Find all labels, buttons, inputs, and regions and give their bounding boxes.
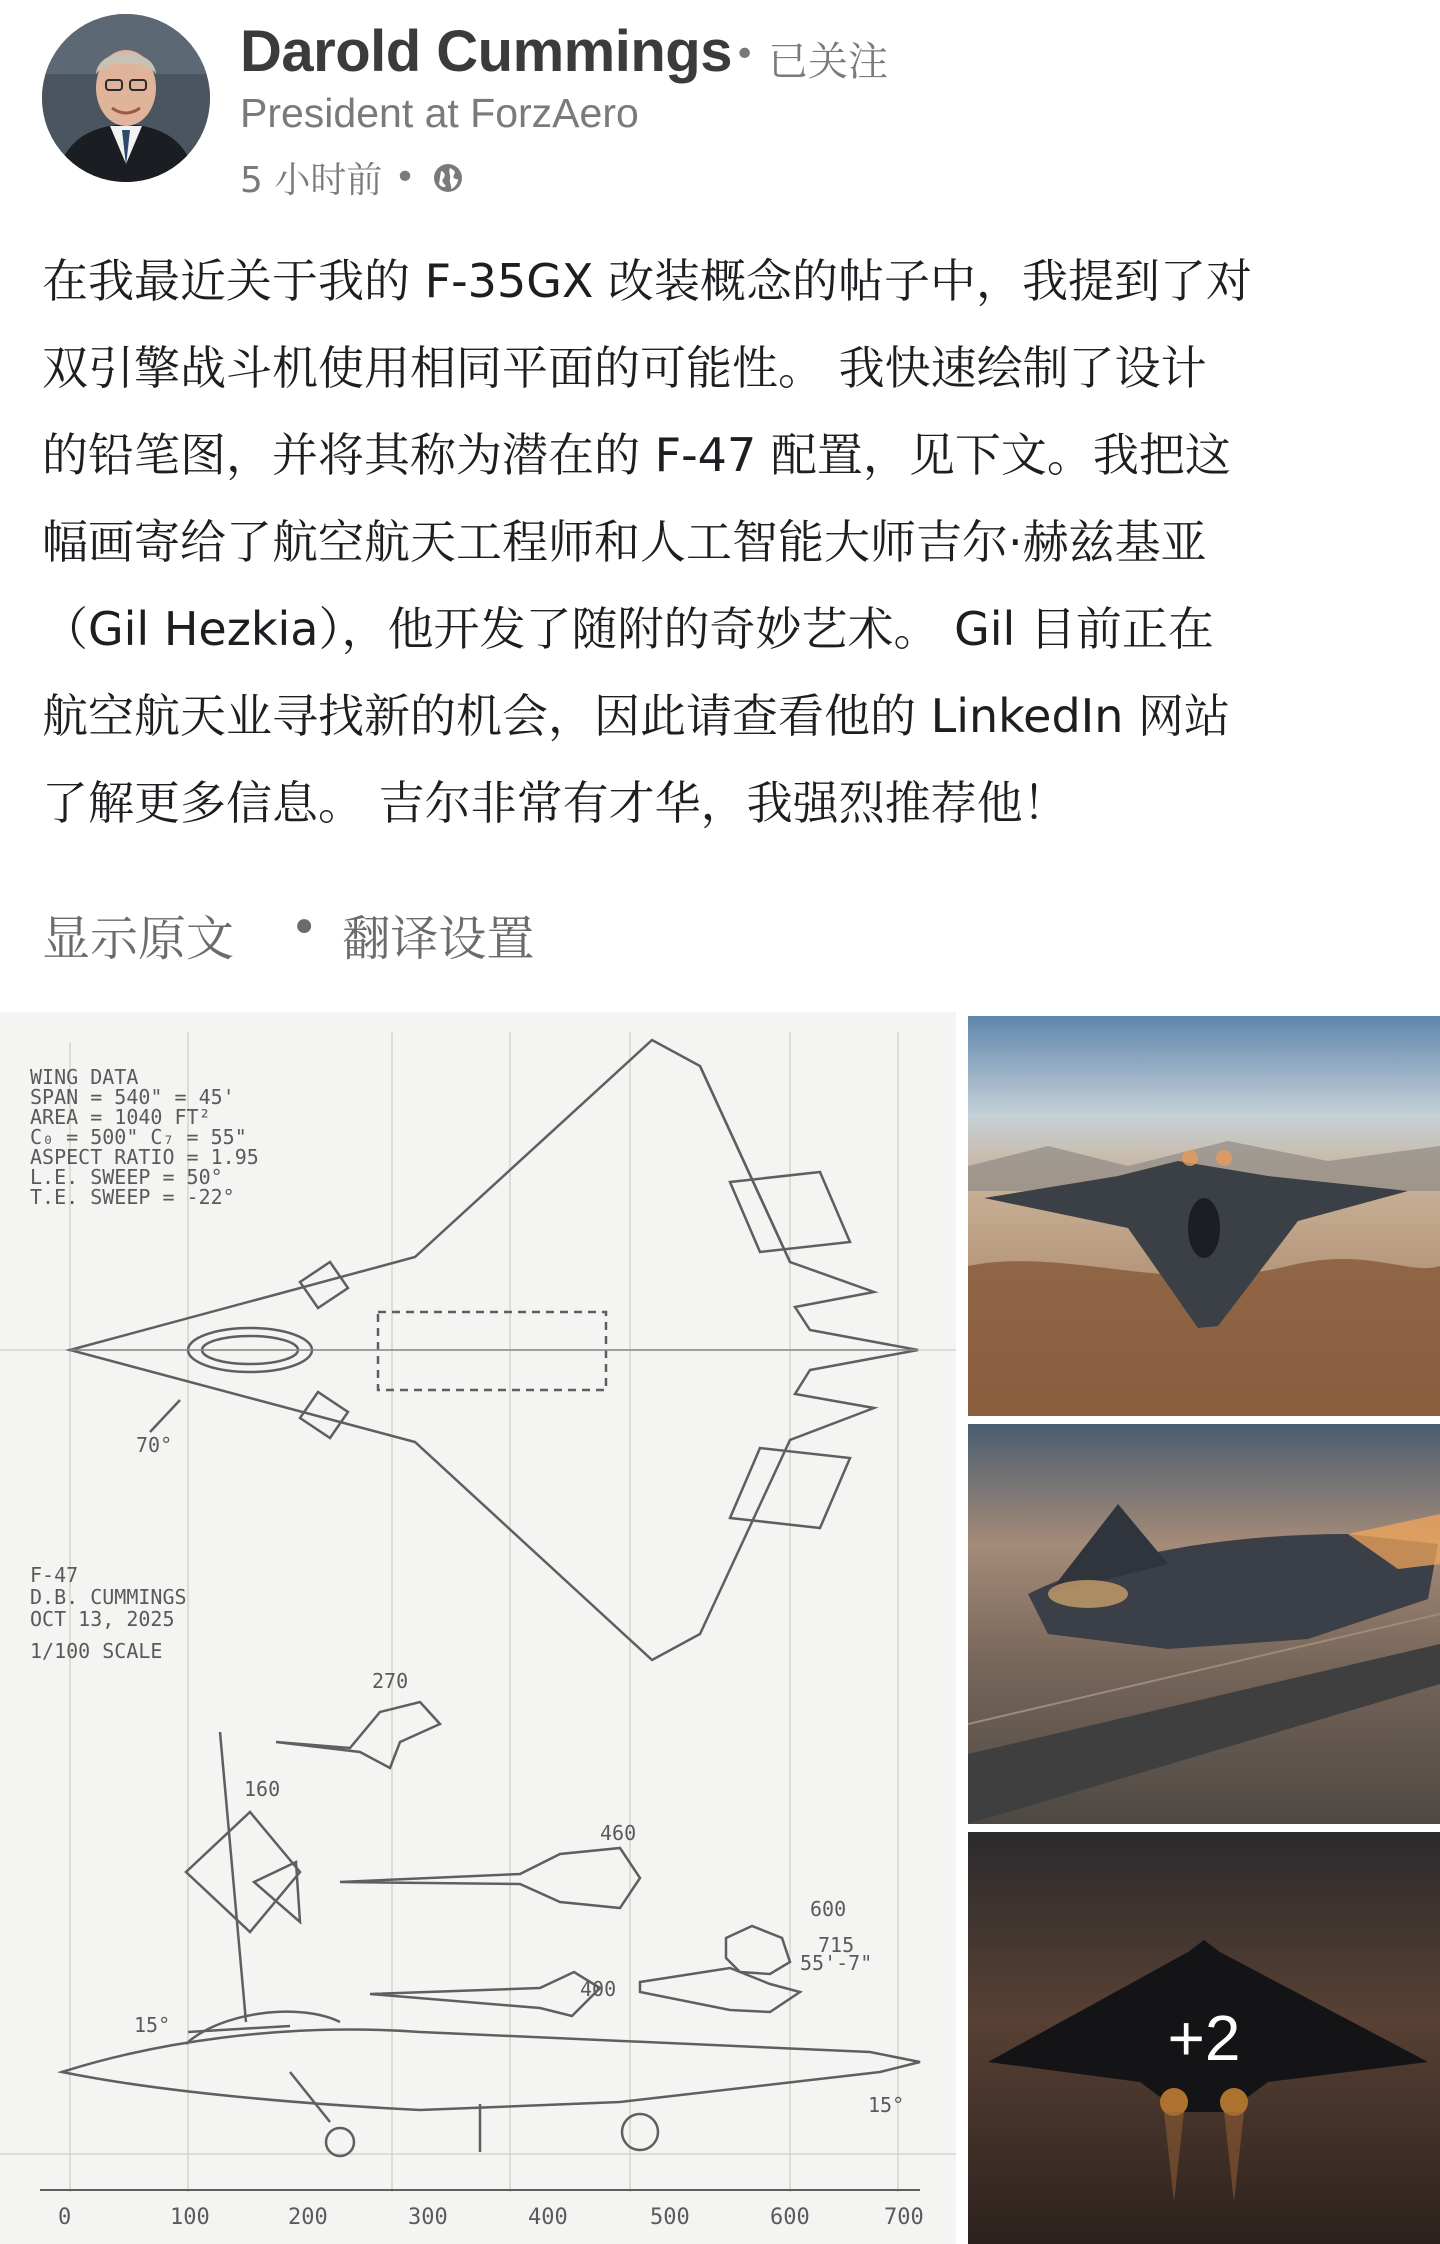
post-line: （Gil Hezkia），他开发了随附的奇妙艺术。 Gil 目前正在: [42, 602, 1214, 656]
translation-settings-link[interactable]: 翻译设置: [342, 911, 535, 967]
scale-tick-label: 400: [528, 2205, 568, 2230]
sketch-wing-data-line: L.E. SWEEP = 50°: [30, 1165, 223, 1189]
sketch-title-line: F-47: [30, 1563, 79, 1587]
sketch-wing-data-line: C₀ = 500" C₇ = 55": [30, 1125, 247, 1149]
sketch-dim-label: 600: [810, 1897, 847, 1921]
sketch-title-line: 1/100 SCALE: [30, 1639, 163, 1663]
sketch-dim-label: 15°: [134, 2013, 171, 2037]
scale-tick-label: 700: [884, 2205, 924, 2230]
show-original-link[interactable]: 显示原文: [42, 911, 235, 967]
scale-tick-label: 600: [770, 2205, 810, 2230]
scale-tick-label: 200: [288, 2205, 328, 2230]
scale-tick-label: 500: [650, 2205, 690, 2230]
post-meta: [240, 152, 464, 203]
sketch-dim-label: 15°: [868, 2093, 905, 2117]
scale-tick-label: 100: [170, 2205, 210, 2230]
sketch-dim-label: 460: [600, 1821, 637, 1845]
separator-dot: •: [394, 157, 416, 198]
sketch-dim-label: 160: [244, 1777, 281, 1801]
author-headline: President at ForzAero: [240, 90, 639, 136]
sketch-angle-label: 70°: [136, 1433, 173, 1457]
more-photos-overlay[interactable]: [968, 1832, 1440, 2244]
post-time: 5 小时前: [240, 160, 383, 201]
sketch-title-line: OCT 13, 2025: [30, 1607, 175, 1631]
gallery-thumbnail[interactable]: [968, 1016, 1440, 1416]
post-line: 航空航天业寻找新的机会，因此请查看他的 LinkedIn 网站: [42, 689, 1231, 743]
scale-tick-label: 300: [408, 2205, 448, 2230]
sketch-wing-data-line: SPAN = 540" = 45': [30, 1085, 235, 1109]
sketch-wing-data-line: AREA = 1040 FT²: [30, 1105, 211, 1129]
sketch-image[interactable]: [0, 1012, 956, 2244]
sketch-title-line: D.B. CUMMINGS: [30, 1585, 187, 1609]
post-line: 幅画寄给了航空航天工程师和人工智能大师吉尔·赫兹基亚: [42, 515, 1207, 569]
gallery-thumbnail-more[interactable]: [968, 1832, 1440, 2244]
post-line: 在我最近关于我的 F-35GX 改装概念的帖子中，我提到了对: [42, 254, 1252, 308]
separator-dot: •: [734, 34, 756, 75]
sketch-wing-data-line: WING DATA: [30, 1065, 139, 1089]
more-photos-count: +2: [1167, 2002, 1241, 2074]
gallery-thumbnail[interactable]: [968, 1424, 1440, 1824]
sketch-wing-data-line: T.E. SWEEP = -22°: [30, 1185, 235, 1209]
sketch-dim-label: 270: [372, 1669, 409, 1693]
sketch-dim-label: 55'-7": [800, 1951, 873, 1975]
sketch-dim-label: 715: [818, 1933, 855, 1957]
post-line: 了解更多信息。 吉尔非常有才华，我强烈推荐他！: [42, 776, 1069, 830]
sketch-wing-data-line: ASPECT RATIO = 1.95: [30, 1145, 259, 1169]
author-name[interactable]: Darold Cummings: [240, 19, 732, 84]
globe-icon: [432, 162, 464, 194]
separator-dot: •: [290, 900, 319, 956]
post-body: [42, 238, 1412, 847]
follow-status[interactable]: 已关注: [768, 39, 888, 85]
scale-tick-label: 0: [58, 2205, 72, 2230]
translation-bar: [42, 900, 534, 969]
post-line: 的铅笔图，并将其称为潜在的 F-47 配置，见下文。我把这: [42, 428, 1231, 482]
sketch-dim-label: 400: [580, 1977, 617, 2001]
post-line: 双引擎战斗机使用相同平面的可能性。 我快速绘制了设计: [42, 341, 1207, 395]
author-avatar[interactable]: [42, 14, 210, 182]
